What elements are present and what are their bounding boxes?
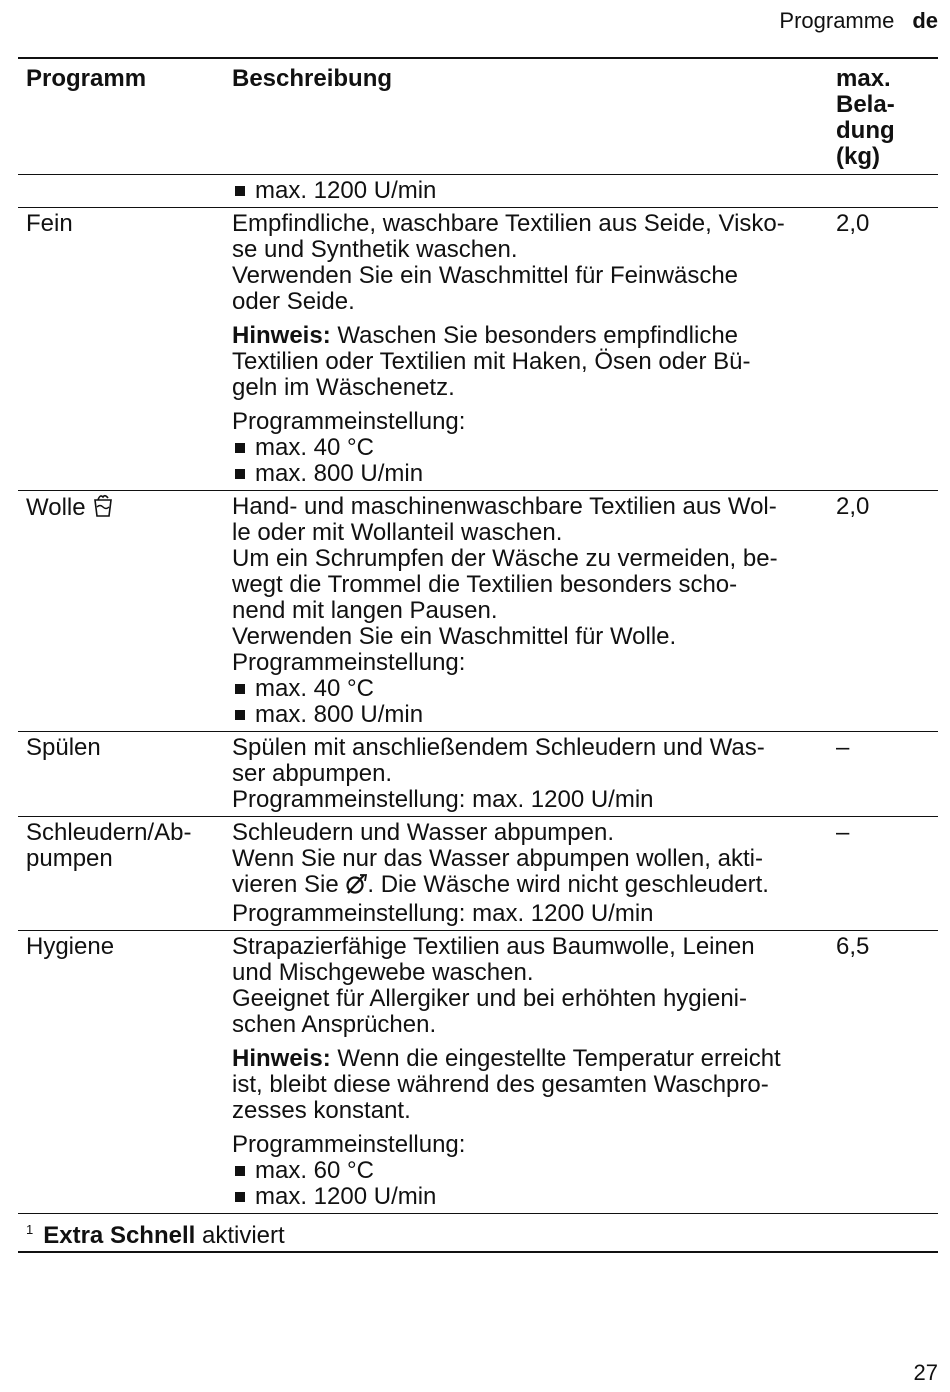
hand-wash-icon: [92, 494, 114, 524]
no-spin-icon: [345, 873, 367, 901]
column-header-description: Beschreibung: [232, 58, 836, 175]
table-header-row: [18, 58, 938, 175]
bullet-item: max. 60 °C: [232, 1158, 836, 1184]
page-number: 27: [913, 1360, 938, 1385]
column-header-max-load: max. Bela- dung (kg): [836, 58, 938, 175]
bullet-item: max. 800 U/min: [232, 461, 836, 487]
bullet-item: max. 40 °C: [232, 676, 836, 702]
program-name: Spülen: [18, 732, 232, 817]
table-row: [18, 817, 938, 931]
column-header-program: Programm: [18, 58, 232, 175]
hint-note: Hinweis: Wenn die eingestellte Temperatur erreicht ist, bleibt diese während des gesamten Waschpro- zesses konstant.: [232, 1045, 781, 1124]
max-load: 6,5: [836, 931, 938, 1214]
program-name: Wolle: [18, 491, 232, 732]
hint-note: Hinweis: Waschen Sie besonders empfindliche Textilien oder Textilien mit Haken, Ösen oder Bü- geln im Wäschenetz.: [232, 322, 751, 401]
program-description: Empfindliche, waschbare Textilien aus Seide, Visko- se und Synthetik waschen. Verwenden Sie ein Waschmittel für Feinwäsche oder Seide. Hinweis: Waschen Sie besonders empfindliche Textilien oder Textilien mit Haken, Ösen oder Bü- geln im Wäschenetz. Programmeinstellung: max. 40 °C max. 800 U/min: [232, 208, 836, 491]
program-description: Spülen mit anschließendem Schleudern und Was- ser abpumpen. Programmeinstellung: max. 1200 U/min: [232, 732, 836, 817]
footnote-number: 1: [26, 1222, 34, 1237]
table-row: [18, 732, 938, 817]
program-table: [18, 57, 938, 1253]
table-row: [18, 931, 938, 1214]
program-name: Fein: [18, 208, 232, 491]
table-row: [18, 491, 938, 732]
table-row: [18, 208, 938, 491]
program-description: Schleudern und Wasser abpumpen. Wenn Sie nur das Wasser abpumpen wollen, akti- vieren Sie . Die Wäsche wird nicht geschleudert. Programmeinstellung: max. 1200 U/min: [232, 817, 836, 931]
max-load: –: [836, 817, 938, 931]
page-header: [779, 8, 938, 34]
max-load: 2,0: [836, 208, 938, 491]
section-title: Programme: [779, 8, 895, 33]
max-load: –: [836, 732, 938, 817]
program-name: Hygiene: [18, 931, 232, 1214]
footnote-bold: Extra Schnell: [43, 1222, 196, 1249]
table-row: [18, 175, 938, 208]
bullet-item: max. 800 U/min: [232, 702, 836, 728]
program-name: Schleudern/Ab- pumpen: [18, 817, 232, 931]
bullet-item: max. 40 °C: [232, 435, 836, 461]
footnote-text: aktiviert: [195, 1222, 285, 1249]
max-load: 2,0: [836, 491, 938, 732]
table-footnote: [18, 1214, 938, 1253]
program-description: Hand- und maschinenwaschbare Textilien aus Wol- le oder mit Wollanteil waschen. Um ein Schrumpfen der Wäsche zu vermeiden, be- wegt die Trommel die Textilien besonders scho- nend mit langen Pausen. Verwenden Sie ein Waschmittel für Wolle. Programmeinstellung: max. 40 °C max. 800 U/min: [232, 491, 836, 732]
bullet-item: max. 1200 U/min: [232, 1184, 836, 1210]
program-description: Strapazierfähige Textilien aus Baumwolle, Leinen und Mischgewebe waschen. Geeignet für Allergiker und bei erhöhten hygieni- schen Ansprüchen. Hinweis: Wenn die eingestellte Temperatur erreicht ist, bleibt diese während des gesamten Waschpro- zesses konstant. Programmeinstellung: max. 60 °C max. 1200 U/min: [232, 931, 836, 1214]
bullet-item: max. 1200 U/min: [232, 178, 836, 204]
language-code: de: [912, 8, 938, 33]
